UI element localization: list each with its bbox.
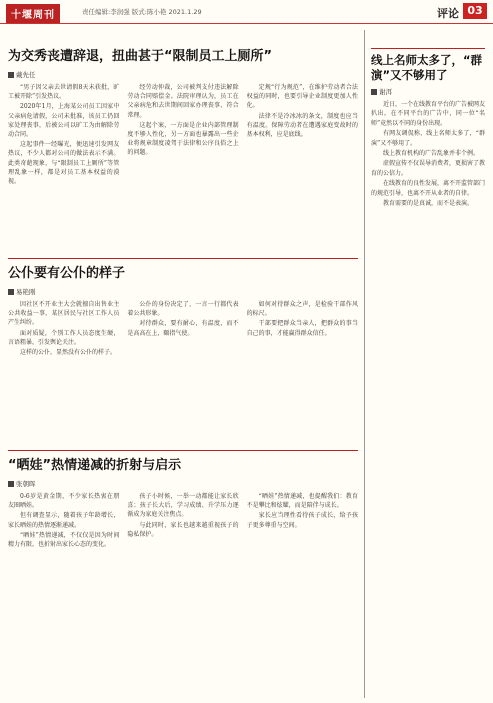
paragraph: 但有调查显示，随着孩子年龄增长，家长晒娃的热情逐渐递减。 [8,512,120,529]
byline [8,70,358,79]
author: 易艳刚 [16,288,36,296]
article-body [8,83,358,238]
article-2 [8,258,358,430]
paragraph: “晒娃”热情递减，也提醒我们：教育不是攀比和炫耀，而是陪伴与成长。 [246,493,358,510]
text-column [247,492,358,698]
paragraph: 这起事件一经曝光，便迅速引发网友热议，不少人都对公司的做法表示不满。此类奇葩现象，与“限制员工上厕所”等管理乱象一样，都是对员工基本权益的漠视。 [8,141,120,186]
byline-square-icon [8,481,14,487]
main-column [8,30,358,698]
paragraph: 孩子小时候，一举一动都能让家长欣喜；孩子长大后，学习成绩、升学压力逐渐成为家庭关注焦点。 [127,493,239,519]
byline-square-icon [8,72,14,78]
author: 谢洱 [379,88,392,96]
article-title: “晒娃”热情递减的折射与启示 [8,458,182,473]
byline [8,479,358,488]
paragraph: 法律不是冷冰冰的条文，制度也应当有温度。保障劳动者在遭遇家庭变故时的基本权利，应是底线。 [246,112,358,139]
paragraph: 0-6岁是黄金期，不少家长热衷在朋友圈晒娃。 [8,493,120,510]
article-1 [8,48,358,238]
paragraph: 家长应当理性看待孩子成长，给予孩子更多尊重与空间。 [246,512,358,529]
text-column [8,492,119,698]
byline [371,87,485,96]
paragraph: 有网友调侃称，线上名师太多了，“群演”又不够用了。 [371,130,485,147]
article-body [8,492,358,698]
text-column [127,300,238,430]
paragraph: 干部要把群众当亲人，把群众的事当自己的事，才能赢得群众信任。 [246,320,358,337]
text-column [127,492,238,698]
paragraph: 公仆的身份决定了，一言一行都代表着公共形象。 [127,301,239,318]
paragraph: 定规“行为规范”，在维护劳动者合法权益的同时，也要引导企业制度更加人性化。 [246,84,358,110]
text-column [247,83,358,238]
section-name: 评论 [437,7,459,20]
paragraph: “男子因父亲去世请假8天未获批，旷工被开除”引发热议。 [8,84,120,101]
paragraph: 虚假宣传不仅误导消费者，更损害了教育的公信力。 [371,160,485,177]
sidebar-body [371,100,485,660]
text-column [247,300,358,430]
paragraph: 如何对待群众之声，是检验干部作风的标尺。 [246,301,358,318]
issue-info: 责任编辑:李润强 版式:陈小艳 2021.1.29 [82,8,202,16]
byline [8,287,358,296]
page-number: 03 [463,3,487,19]
text-column [8,83,119,238]
text-column [127,83,238,238]
paragraph: 2020年1月，上海某公司员工因家中父亲病危请假，公司未批准，该员工仍回家处理丧事，后被公司以旷工为由解除劳动合同。 [8,103,120,139]
masthead: 十堰周刊 [6,4,60,23]
paragraph: “晒娃”热情递减，不仅仅是因为时间精力有限，也折射出家长心态的变化。 [8,531,120,549]
article-3 [8,450,358,698]
paragraph: 经劳动仲裁，公司被判支付违法解除劳动合同赔偿金。法院审理认为，员工在父亲病危和去世期间回家办理丧事，符合常理。 [127,84,239,119]
paragraph: 对待群众，要有耐心，有温度，而不是高高在上，颐指气使。 [127,320,239,337]
author: 戴先任 [16,71,36,79]
page-header [0,0,493,24]
sidebar-title: 线上名师太多了，“群演”又不够用了 [371,48,485,83]
text-column [8,300,119,430]
paragraph: 近日，一个在线教育平台的广告被网友扒出，在不同平台的广告中，同一位“名师”竟然以不同的身份出现。 [371,101,485,127]
article-body [8,300,358,430]
article-title: 公仆要有公仆的样子 [8,266,126,281]
article-title: 为交秀丧遭辞退，扭曲甚于“限制员工上厕所” [8,49,273,64]
paragraph: 在线教育的良性发展，离不开监管部门的规范引导，也离不开从业者的自律。 [371,180,485,197]
paragraph: 线上教育机构的广告乱象并非个例。 [383,150,480,158]
paragraph: 这样的公仆，显然没有公仆的样子。 [20,349,117,357]
byline-square-icon [8,289,14,295]
paragraph: 因社区不开业主大会就擅自出售业主公共收益一事，某区居民与社区工作人员产生纠纷。 [8,301,120,327]
paragraph: 教育需要的是真诚，而不是表演。 [383,200,474,208]
paragraph: 与此同时，家长也越来越重视孩子的隐私保护。 [127,521,239,538]
paragraph: 这起个案，一方面是企业内部管理制度不够人性化，另一方面也暴露出一些企业将规章制度凌驾于法律和公序良俗之上的问题。 [127,121,239,157]
author: 张朝晖 [16,480,36,488]
byline-square-icon [371,89,377,95]
paragraph: 面对质疑，个别工作人员态度生硬，言语粗暴，引发舆论关注。 [8,329,120,346]
sidebar-column [364,30,485,698]
